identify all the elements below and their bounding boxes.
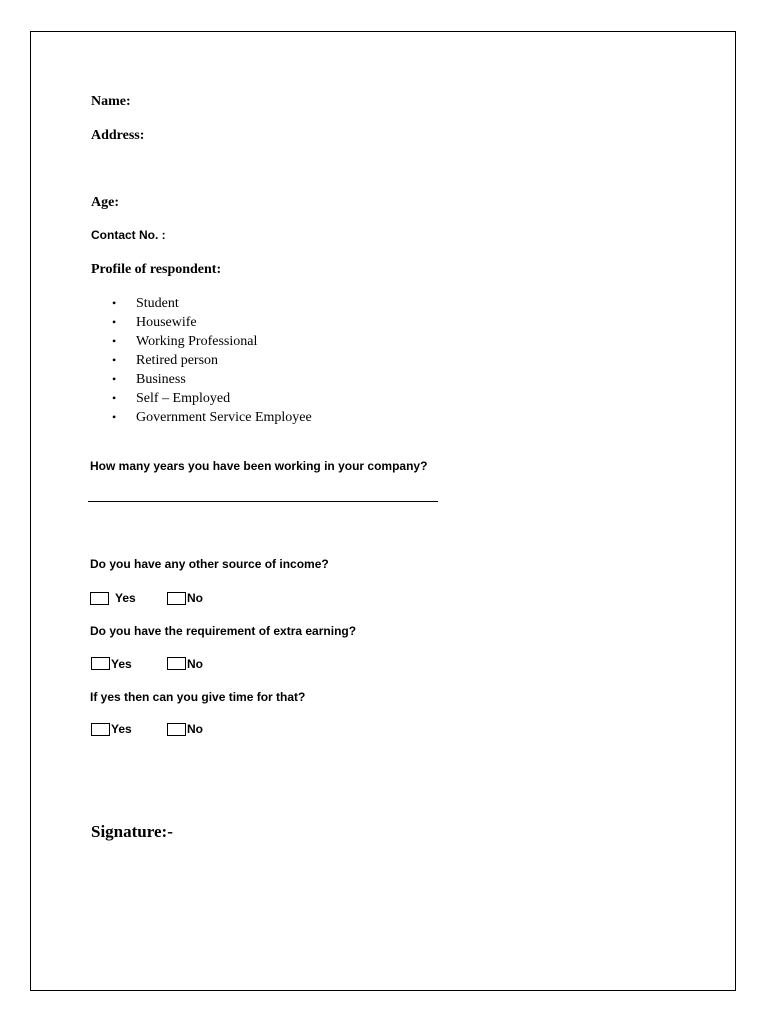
bullet-icon: • <box>112 372 117 386</box>
profile-option-label: Working Professional <box>136 334 258 349</box>
give-time-no-label: No <box>187 722 203 736</box>
profile-option-label: Government Service Employee <box>136 410 312 425</box>
profile-options-list <box>112 294 312 427</box>
list-item[interactable] <box>112 370 312 389</box>
other-income-question: Do you have any other source of income? <box>90 557 329 571</box>
bullet-icon: • <box>112 410 117 424</box>
extra-earning-question: Do you have the requirement of extra earning? <box>90 624 357 638</box>
list-item[interactable] <box>112 389 312 408</box>
profile-option-label: Student <box>136 296 179 311</box>
bullet-icon: • <box>112 315 117 329</box>
give-time-yes-label: Yes <box>111 722 132 736</box>
list-item[interactable] <box>112 408 312 427</box>
extra-earning-no-checkbox[interactable] <box>167 657 186 670</box>
give-time-no-checkbox[interactable] <box>167 723 186 736</box>
other-income-no-label: No <box>187 591 203 605</box>
list-item[interactable] <box>112 332 312 351</box>
other-income-yes-label: Yes <box>115 591 136 605</box>
years-answer-line[interactable] <box>88 501 438 502</box>
profile-option-label: Retired person <box>136 353 219 368</box>
profile-option-label: Housewife <box>136 315 197 330</box>
give-time-question: If yes then can you give time for that? <box>90 690 306 704</box>
profile-option-label: Business <box>136 372 186 387</box>
other-income-yes-checkbox[interactable] <box>90 592 109 605</box>
give-time-yes-checkbox[interactable] <box>91 723 110 736</box>
signature-label: Signature:- <box>91 822 173 841</box>
address-label: Address: <box>91 128 145 143</box>
extra-earning-yes-label: Yes <box>111 657 132 671</box>
age-label: Age: <box>91 195 119 210</box>
profile-option-label: Self – Employed <box>136 391 231 406</box>
profile-label: Profile of respondent: <box>91 262 222 277</box>
list-item[interactable] <box>112 313 312 332</box>
name-label: Name: <box>91 94 131 109</box>
form-page <box>30 31 736 991</box>
bullet-icon: • <box>112 353 117 367</box>
extra-earning-yes-checkbox[interactable] <box>91 657 110 670</box>
years-question: How many years you have been working in your company? <box>90 459 428 473</box>
bullet-icon: • <box>112 391 117 405</box>
contact-label: Contact No. : <box>91 228 166 242</box>
extra-earning-no-label: No <box>187 657 203 671</box>
list-item[interactable] <box>112 351 312 370</box>
bullet-icon: • <box>112 334 117 348</box>
bullet-icon: • <box>112 296 117 310</box>
list-item[interactable] <box>112 294 312 313</box>
other-income-no-checkbox[interactable] <box>167 592 186 605</box>
